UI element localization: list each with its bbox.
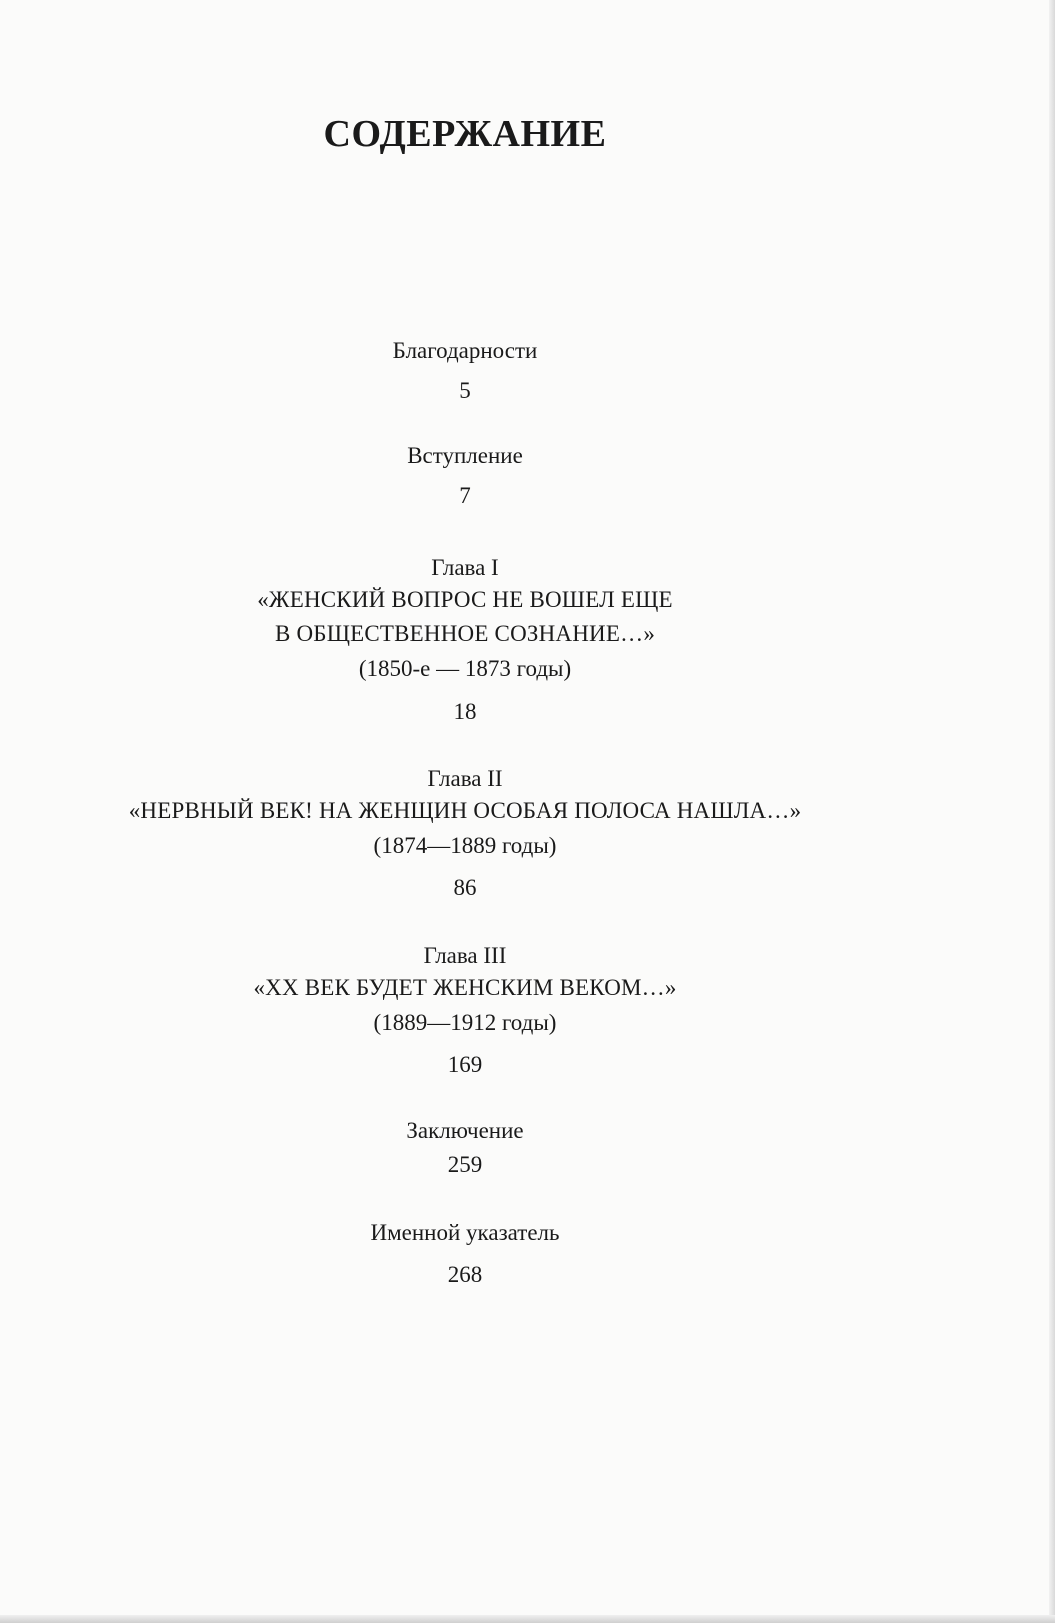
toc-page-conclusion: 259 (447, 1152, 483, 1177)
toc-entry-conclusion: Заключение (406, 1118, 524, 1143)
toc-chapter2-title-line1: «НЕРВНЫЙ ВЕК! НА ЖЕНЩИН ОСОБАЯ ПОЛОСА НАШЛА…» (128, 798, 802, 823)
page-title: СОДЕРЖАНИЕ (323, 113, 607, 155)
toc-entry-introduction: Вступление (407, 443, 523, 468)
toc-page-acknowledgments: 5 (459, 378, 471, 403)
toc-chapter1-years: (1850-е — 1873 годы) (358, 656, 572, 681)
page-edge-bottom (0, 1615, 1055, 1623)
toc-page-chapter1: 18 (453, 699, 477, 724)
toc-page-introduction: 7 (459, 483, 471, 508)
toc-entry-name-index: Именной указатель (370, 1220, 560, 1245)
toc-page-name-index: 268 (447, 1262, 483, 1287)
toc-chapter3-title-line1: «XX ВЕК БУДЕТ ЖЕНСКИМ ВЕКОМ…» (253, 975, 677, 1000)
page-edge-right (1049, 0, 1055, 1623)
toc-entry-acknowledgments: Благодарности (392, 338, 538, 363)
toc-page-chapter2: 86 (453, 875, 477, 900)
toc-page-chapter3: 169 (447, 1052, 483, 1077)
toc-chapter2-years: (1874—1889 годы) (373, 833, 557, 858)
toc-chapter1-title-line2: В ОБЩЕСТВЕННОЕ СОЗНАНИЕ…» (274, 621, 656, 646)
toc-chapter3-label: Глава III (423, 943, 507, 968)
toc-chapter3-years: (1889—1912 годы) (373, 1010, 557, 1035)
toc-chapter2-label: Глава II (427, 766, 503, 791)
toc-chapter1-label: Глава I (431, 555, 499, 580)
toc-chapter1-title-line1: «ЖЕНСКИЙ ВОПРОС НЕ ВОШЕЛ ЕЩЕ (257, 587, 673, 612)
